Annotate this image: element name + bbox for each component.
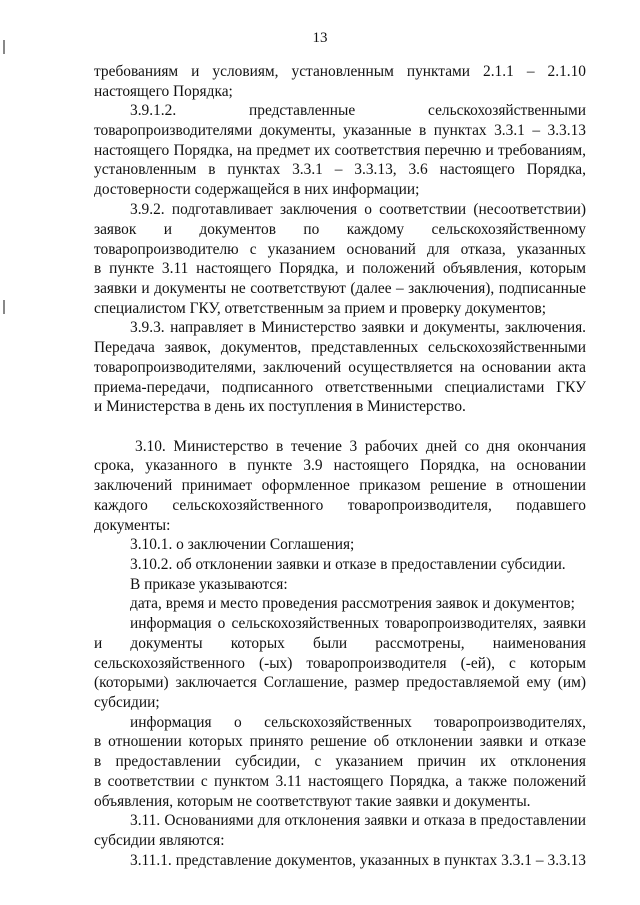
text-line: объявления, которым не соответствуют такие заявки и документы. [94, 793, 531, 810]
text-line: сельскохозяйственного (-ых) товаропроизводителя (-ей), с которым [94, 655, 586, 672]
text-line: настоящего Порядка, на предмет их соответствия перечню и требованиям, [94, 142, 586, 159]
text-line: установленным в пунктах 3.3.1 – 3.3.13, 3.6 настоящего Порядка, [94, 161, 586, 178]
text-line: и Министерства в день их поступления в Министерство. [94, 398, 466, 415]
text-line: В приказе указываются: [130, 576, 288, 593]
text-line: приема-передачи, подписанного ответственными специалистами ГКУ [94, 379, 586, 396]
scan-edge-mark [3, 300, 5, 314]
text-line: достоверности содержащейся в них информации; [94, 181, 420, 198]
text-line: в соответствии с пунктом 3.11 настоящего Порядка, а также положений [94, 773, 586, 790]
text-line: 3.11.1. представление документов, указанных в пунктах 3.3.1 – 3.3.13 [130, 852, 586, 869]
page-number: 13 [312, 30, 328, 46]
text-line: 3.9.1.2. представленные сельскохозяйственными [130, 102, 586, 119]
text-line: 3.9.2. подготавливает заключения о соответствии (несоответствии) [130, 201, 586, 218]
text-line: заявки и документы не соответствуют (далее – заключения), подписанные [94, 280, 586, 297]
text-line: информация о сельскохозяйственных товаропроизводителях, заявки [130, 615, 586, 632]
text-line: каждого сельскохозяйственного товаропроизводителя, подавшего [94, 497, 586, 514]
text-line: специалистом ГКУ, ответственным за прием и проверку документов; [94, 300, 547, 317]
text-line: 3.11. Основаниями для отклонения заявки и отказа в предоставлении [130, 812, 586, 829]
text-line: дата, время и место проведения рассмотрения заявок и документов; [130, 595, 575, 612]
text-line: товаропроизводителю с указанием оснований для отказа, указанных [94, 241, 586, 258]
text-line: в пункте 3.11 настоящего Порядка, и положений объявления, которым [94, 260, 586, 277]
text-line: в отношении которых принято решение об отклонении заявки и отказе [94, 733, 586, 750]
text-line: (которыми) заключается Соглашение, размер предоставляемой ему (им) [94, 674, 586, 691]
text-line: информация о сельскохозяйственных товаропроизводителях, [130, 714, 586, 731]
text-line: настоящего Порядка; [94, 83, 233, 100]
text-line: и документы которых были рассмотрены, наименования [94, 635, 586, 652]
text-line: 3.10.1. о заключении Соглашения; [130, 536, 355, 553]
text-line: 3.10. Министерство в течение 3 рабочих дней со дня окончания [135, 438, 586, 455]
text-line: требованиям и условиям, установленным пунктами 2.1.1 – 2.1.10 [94, 63, 586, 80]
text-line: в предоставлении субсидии, с указанием причин их отклонения [94, 753, 586, 770]
text-line: заключений принимает оформленное приказом решение в отношении [94, 477, 586, 494]
text-line: заявок и документов по каждому сельскохозяйственному [94, 221, 586, 238]
text-line: срока, указанного в пункте 3.9 настоящего Порядка, на основании [94, 457, 586, 474]
text-line: 3.10.2. об отклонении заявки и отказе в предоставлении субсидии. [130, 556, 566, 573]
text-line: Передача заявок, документов, представленных сельскохозяйственными [94, 339, 586, 356]
text-line: субсидии; [94, 694, 160, 711]
text-line: документы: [94, 517, 171, 534]
text-line: товаропроизводителями, заключений осуществляется на основании акта [94, 359, 586, 376]
text-line: субсидии являются: [94, 832, 225, 849]
text-line: товаропроизводителями документы, указанные в пунктах 3.3.1 – 3.3.13 [94, 122, 586, 139]
text-line: 3.9.3. направляет в Министерство заявки и документы, заключения. [130, 319, 586, 336]
